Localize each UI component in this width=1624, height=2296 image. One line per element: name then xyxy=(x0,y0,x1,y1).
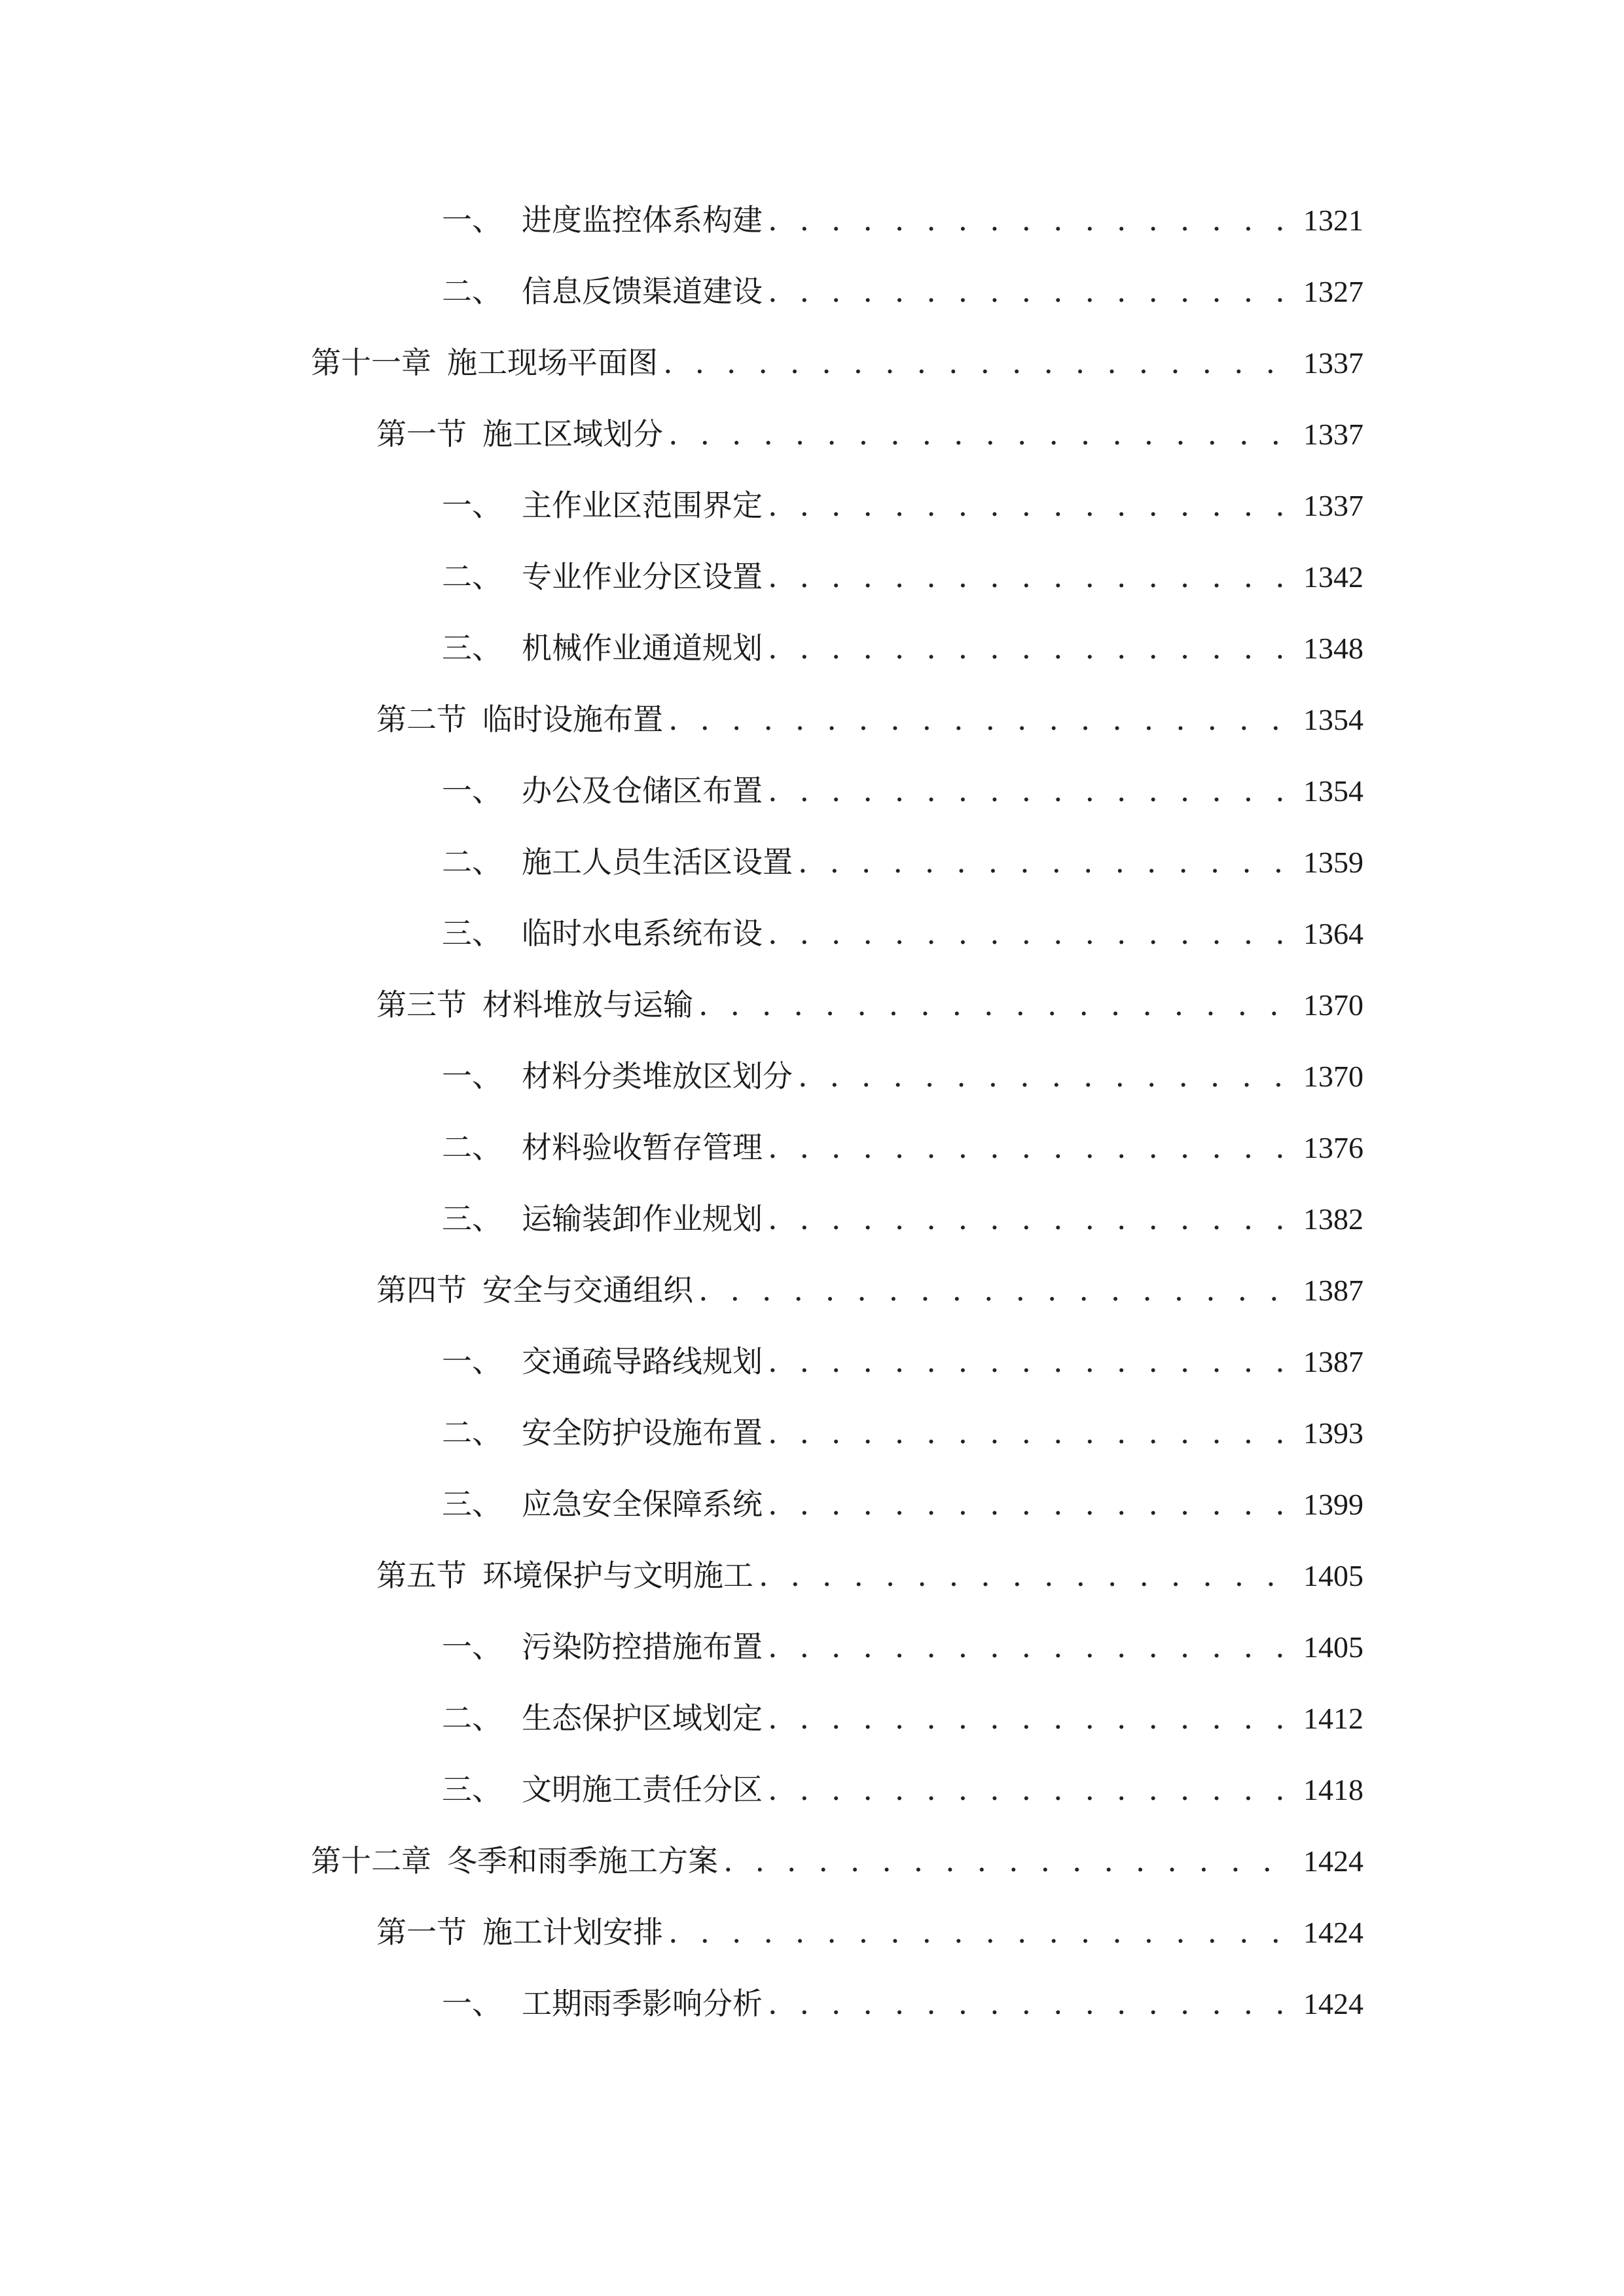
toc-entry-number: 一、 xyxy=(442,1629,502,1664)
toc-entry-title: 信息反馈渠道建设 xyxy=(522,274,763,309)
toc-page-number: 1327 xyxy=(1303,275,1363,308)
toc-page-number: 1399 xyxy=(1303,1488,1363,1521)
toc-entry-title: 专业作业分区设置 xyxy=(522,559,763,594)
dot-leader xyxy=(798,1058,1294,1094)
toc-entry-line xyxy=(376,1557,1363,1594)
toc-page-number: 1354 xyxy=(1303,703,1363,736)
toc-page-number: 1370 xyxy=(1303,988,1363,1022)
toc-entry-line xyxy=(442,273,1363,310)
toc-subsection-entry[interactable] xyxy=(0,898,1624,969)
toc-page-number: 1382 xyxy=(1303,1202,1363,1236)
toc-entry-number: 一、 xyxy=(442,488,502,523)
toc-entry-line xyxy=(442,558,1363,596)
dot-leader xyxy=(768,1343,1294,1380)
toc-entry-number: 二、 xyxy=(442,844,502,880)
toc-entry-line xyxy=(442,915,1363,952)
toc-entry-line xyxy=(442,1700,1363,1737)
toc-entry-title: 施工现场平面图 xyxy=(447,345,658,380)
table-of-contents xyxy=(0,185,1624,2039)
dot-leader xyxy=(768,772,1294,809)
dot-leader xyxy=(668,416,1294,452)
toc-entry-number: 第一节 xyxy=(376,1914,467,1950)
toc-entry-title: 临时水电系统布设 xyxy=(522,916,763,951)
toc-entry-number: 一、 xyxy=(442,773,502,808)
toc-entry-line xyxy=(442,1058,1363,1095)
toc-entry-line xyxy=(442,1343,1363,1380)
toc-section-entry[interactable] xyxy=(0,1540,1624,1611)
toc-entry-number: 第五节 xyxy=(376,1558,467,1593)
dot-leader xyxy=(723,1842,1294,1879)
toc-subsection-entry[interactable] xyxy=(0,1683,1624,1754)
toc-entry-number: 三、 xyxy=(442,1486,502,1522)
toc-entry-line xyxy=(442,844,1363,881)
dot-leader xyxy=(698,986,1294,1023)
toc-entry-line xyxy=(376,986,1363,1024)
toc-page-number: 1405 xyxy=(1303,1559,1363,1592)
toc-subsection-entry[interactable] xyxy=(0,1326,1624,1397)
toc-subsection-entry[interactable] xyxy=(0,185,1624,256)
toc-entry-title: 机械作业通道规划 xyxy=(522,630,763,666)
toc-entry-number: 三、 xyxy=(442,1201,502,1236)
toc-entry-line xyxy=(376,1914,1363,1951)
toc-entry-number: 第三节 xyxy=(376,987,467,1022)
dot-leader xyxy=(768,1985,1294,2022)
dot-leader xyxy=(768,1200,1294,1237)
toc-entry-title: 污染防控措施布置 xyxy=(522,1629,763,1664)
toc-page-number: 1376 xyxy=(1303,1131,1363,1164)
toc-entry-number: 一、 xyxy=(442,1986,502,2021)
dot-leader xyxy=(668,1914,1294,1950)
toc-subsection-entry[interactable] xyxy=(0,1183,1624,1255)
dot-leader xyxy=(768,202,1294,238)
toc-page-number: 1337 xyxy=(1303,346,1363,380)
toc-entry-title: 生态保护区域划定 xyxy=(522,1700,763,1736)
toc-entry-title: 交通疏导路线规划 xyxy=(522,1344,763,1379)
toc-entry-line xyxy=(376,416,1363,453)
toc-section-entry[interactable] xyxy=(0,684,1624,755)
toc-entry-title: 施工区域划分 xyxy=(482,416,663,452)
toc-entry-line xyxy=(442,772,1363,810)
dot-leader xyxy=(768,630,1294,666)
toc-entry-number: 二、 xyxy=(442,1415,502,1450)
toc-page-number: 1418 xyxy=(1303,1773,1363,1806)
dot-leader xyxy=(768,1700,1294,1736)
toc-page-number: 1359 xyxy=(1303,846,1363,879)
toc-entry-line xyxy=(442,1129,1363,1166)
toc-entry-title: 材料验收暂存管理 xyxy=(522,1130,763,1165)
toc-entry-line xyxy=(442,1200,1363,1238)
toc-entry-title: 材料分类堆放区划分 xyxy=(522,1058,793,1094)
toc-section-entry[interactable] xyxy=(0,1897,1624,1968)
dot-leader xyxy=(768,1771,1294,1808)
toc-entry-line xyxy=(442,202,1363,239)
dot-leader xyxy=(768,273,1294,310)
toc-entry-number: 一、 xyxy=(442,202,502,238)
dot-leader xyxy=(698,1272,1294,1308)
toc-entry-number: 三、 xyxy=(442,630,502,666)
toc-subsection-entry[interactable] xyxy=(0,256,1624,327)
toc-entry-number: 第十一章 xyxy=(311,345,431,380)
toc-entry-title: 运输装卸作业规划 xyxy=(522,1201,763,1236)
toc-subsection-entry[interactable] xyxy=(0,1041,1624,1112)
dot-leader xyxy=(768,1486,1294,1522)
toc-page-number: 1337 xyxy=(1303,418,1363,451)
toc-entry-title: 安全防护设施布置 xyxy=(522,1415,763,1450)
toc-entry-title: 环境保护与文明施工 xyxy=(482,1558,753,1593)
toc-entry-line xyxy=(442,630,1363,667)
toc-page-number: 1393 xyxy=(1303,1416,1363,1450)
toc-page-number: 1387 xyxy=(1303,1345,1363,1378)
toc-entry-number: 三、 xyxy=(442,1772,502,1807)
toc-entry-number: 第一节 xyxy=(376,416,467,452)
toc-entry-number: 第十二章 xyxy=(311,1843,431,1878)
toc-entry-title: 办公及仓储区布置 xyxy=(522,773,763,808)
toc-entry-line xyxy=(376,1272,1363,1309)
toc-entry-number: 二、 xyxy=(442,1130,502,1165)
toc-page-number: 1342 xyxy=(1303,560,1363,594)
dot-leader xyxy=(768,558,1294,595)
toc-page-number: 1321 xyxy=(1303,204,1363,237)
toc-subsection-entry[interactable] xyxy=(0,1469,1624,1540)
dot-leader xyxy=(668,701,1294,738)
toc-subsection-entry[interactable] xyxy=(0,1611,1624,1683)
toc-entry-title: 工期雨季影响分析 xyxy=(522,1986,763,2021)
toc-entry-title: 临时设施布置 xyxy=(482,702,663,737)
toc-entry-number: 第二节 xyxy=(376,702,467,737)
dot-leader xyxy=(663,344,1294,381)
dot-leader xyxy=(768,915,1294,952)
toc-entry-line xyxy=(442,487,1363,524)
dot-leader xyxy=(768,487,1294,524)
toc-entry-title: 进度监控体系构建 xyxy=(522,202,763,238)
toc-section-entry[interactable] xyxy=(0,399,1624,470)
toc-entry-number: 二、 xyxy=(442,274,502,309)
toc-entry-title: 施工人员生活区设置 xyxy=(522,844,793,880)
toc-subsection-entry[interactable] xyxy=(0,613,1624,684)
dot-leader xyxy=(798,844,1294,880)
toc-entry-number: 一、 xyxy=(442,1344,502,1379)
toc-page-number: 1424 xyxy=(1303,1844,1363,1878)
toc-entry-line xyxy=(442,1486,1363,1523)
toc-entry-line xyxy=(376,701,1363,738)
toc-entry-number: 第四节 xyxy=(376,1272,467,1308)
toc-entry-line xyxy=(442,1414,1363,1452)
dot-leader xyxy=(768,1628,1294,1665)
toc-subsection-entry[interactable] xyxy=(0,470,1624,541)
toc-chapter-entry[interactable] xyxy=(0,327,1624,399)
toc-subsection-entry[interactable] xyxy=(0,541,1624,613)
toc-subsection-entry[interactable] xyxy=(0,827,1624,898)
toc-page-number: 1405 xyxy=(1303,1630,1363,1664)
toc-subsection-entry[interactable] xyxy=(0,1112,1624,1183)
toc-entry-number: 二、 xyxy=(442,559,502,594)
toc-page-number: 1337 xyxy=(1303,489,1363,522)
toc-entry-line xyxy=(311,1842,1363,1880)
toc-subsection-entry[interactable] xyxy=(0,755,1624,827)
toc-page-number: 1424 xyxy=(1303,1916,1363,1949)
toc-entry-number: 一、 xyxy=(442,1058,502,1094)
toc-entry-title: 材料堆放与运输 xyxy=(482,987,693,1022)
toc-entry-number: 二、 xyxy=(442,1700,502,1736)
toc-entry-title: 安全与交通组织 xyxy=(482,1272,693,1308)
toc-entry-title: 文明施工责任分区 xyxy=(522,1772,763,1807)
toc-chapter-entry[interactable] xyxy=(0,1825,1624,1897)
toc-entry-line xyxy=(442,1771,1363,1808)
toc-page-number: 1364 xyxy=(1303,917,1363,950)
toc-entry-line xyxy=(442,1628,1363,1666)
toc-page-number: 1424 xyxy=(1303,1987,1363,2020)
toc-page-number: 1387 xyxy=(1303,1274,1363,1307)
toc-page-number: 1354 xyxy=(1303,774,1363,808)
toc-entry-title: 应急安全保障系统 xyxy=(522,1486,763,1522)
toc-entry-title: 主作业区范围界定 xyxy=(522,488,763,523)
toc-entry-line xyxy=(442,1985,1363,2022)
toc-page-number: 1370 xyxy=(1303,1060,1363,1093)
toc-section-entry[interactable] xyxy=(0,969,1624,1041)
toc-entry-number: 三、 xyxy=(442,916,502,951)
toc-entry-title: 施工计划安排 xyxy=(482,1914,663,1950)
toc-page-number: 1412 xyxy=(1303,1702,1363,1735)
dot-leader xyxy=(768,1414,1294,1451)
dot-leader xyxy=(759,1557,1294,1594)
toc-entry-line xyxy=(311,344,1363,382)
toc-entry-title: 冬季和雨季施工方案 xyxy=(447,1843,718,1878)
toc-subsection-entry[interactable] xyxy=(0,1754,1624,1825)
toc-page-number: 1348 xyxy=(1303,632,1363,665)
toc-section-entry[interactable] xyxy=(0,1255,1624,1326)
toc-subsection-entry[interactable] xyxy=(0,1968,1624,2039)
dot-leader xyxy=(768,1129,1294,1166)
toc-subsection-entry[interactable] xyxy=(0,1397,1624,1469)
